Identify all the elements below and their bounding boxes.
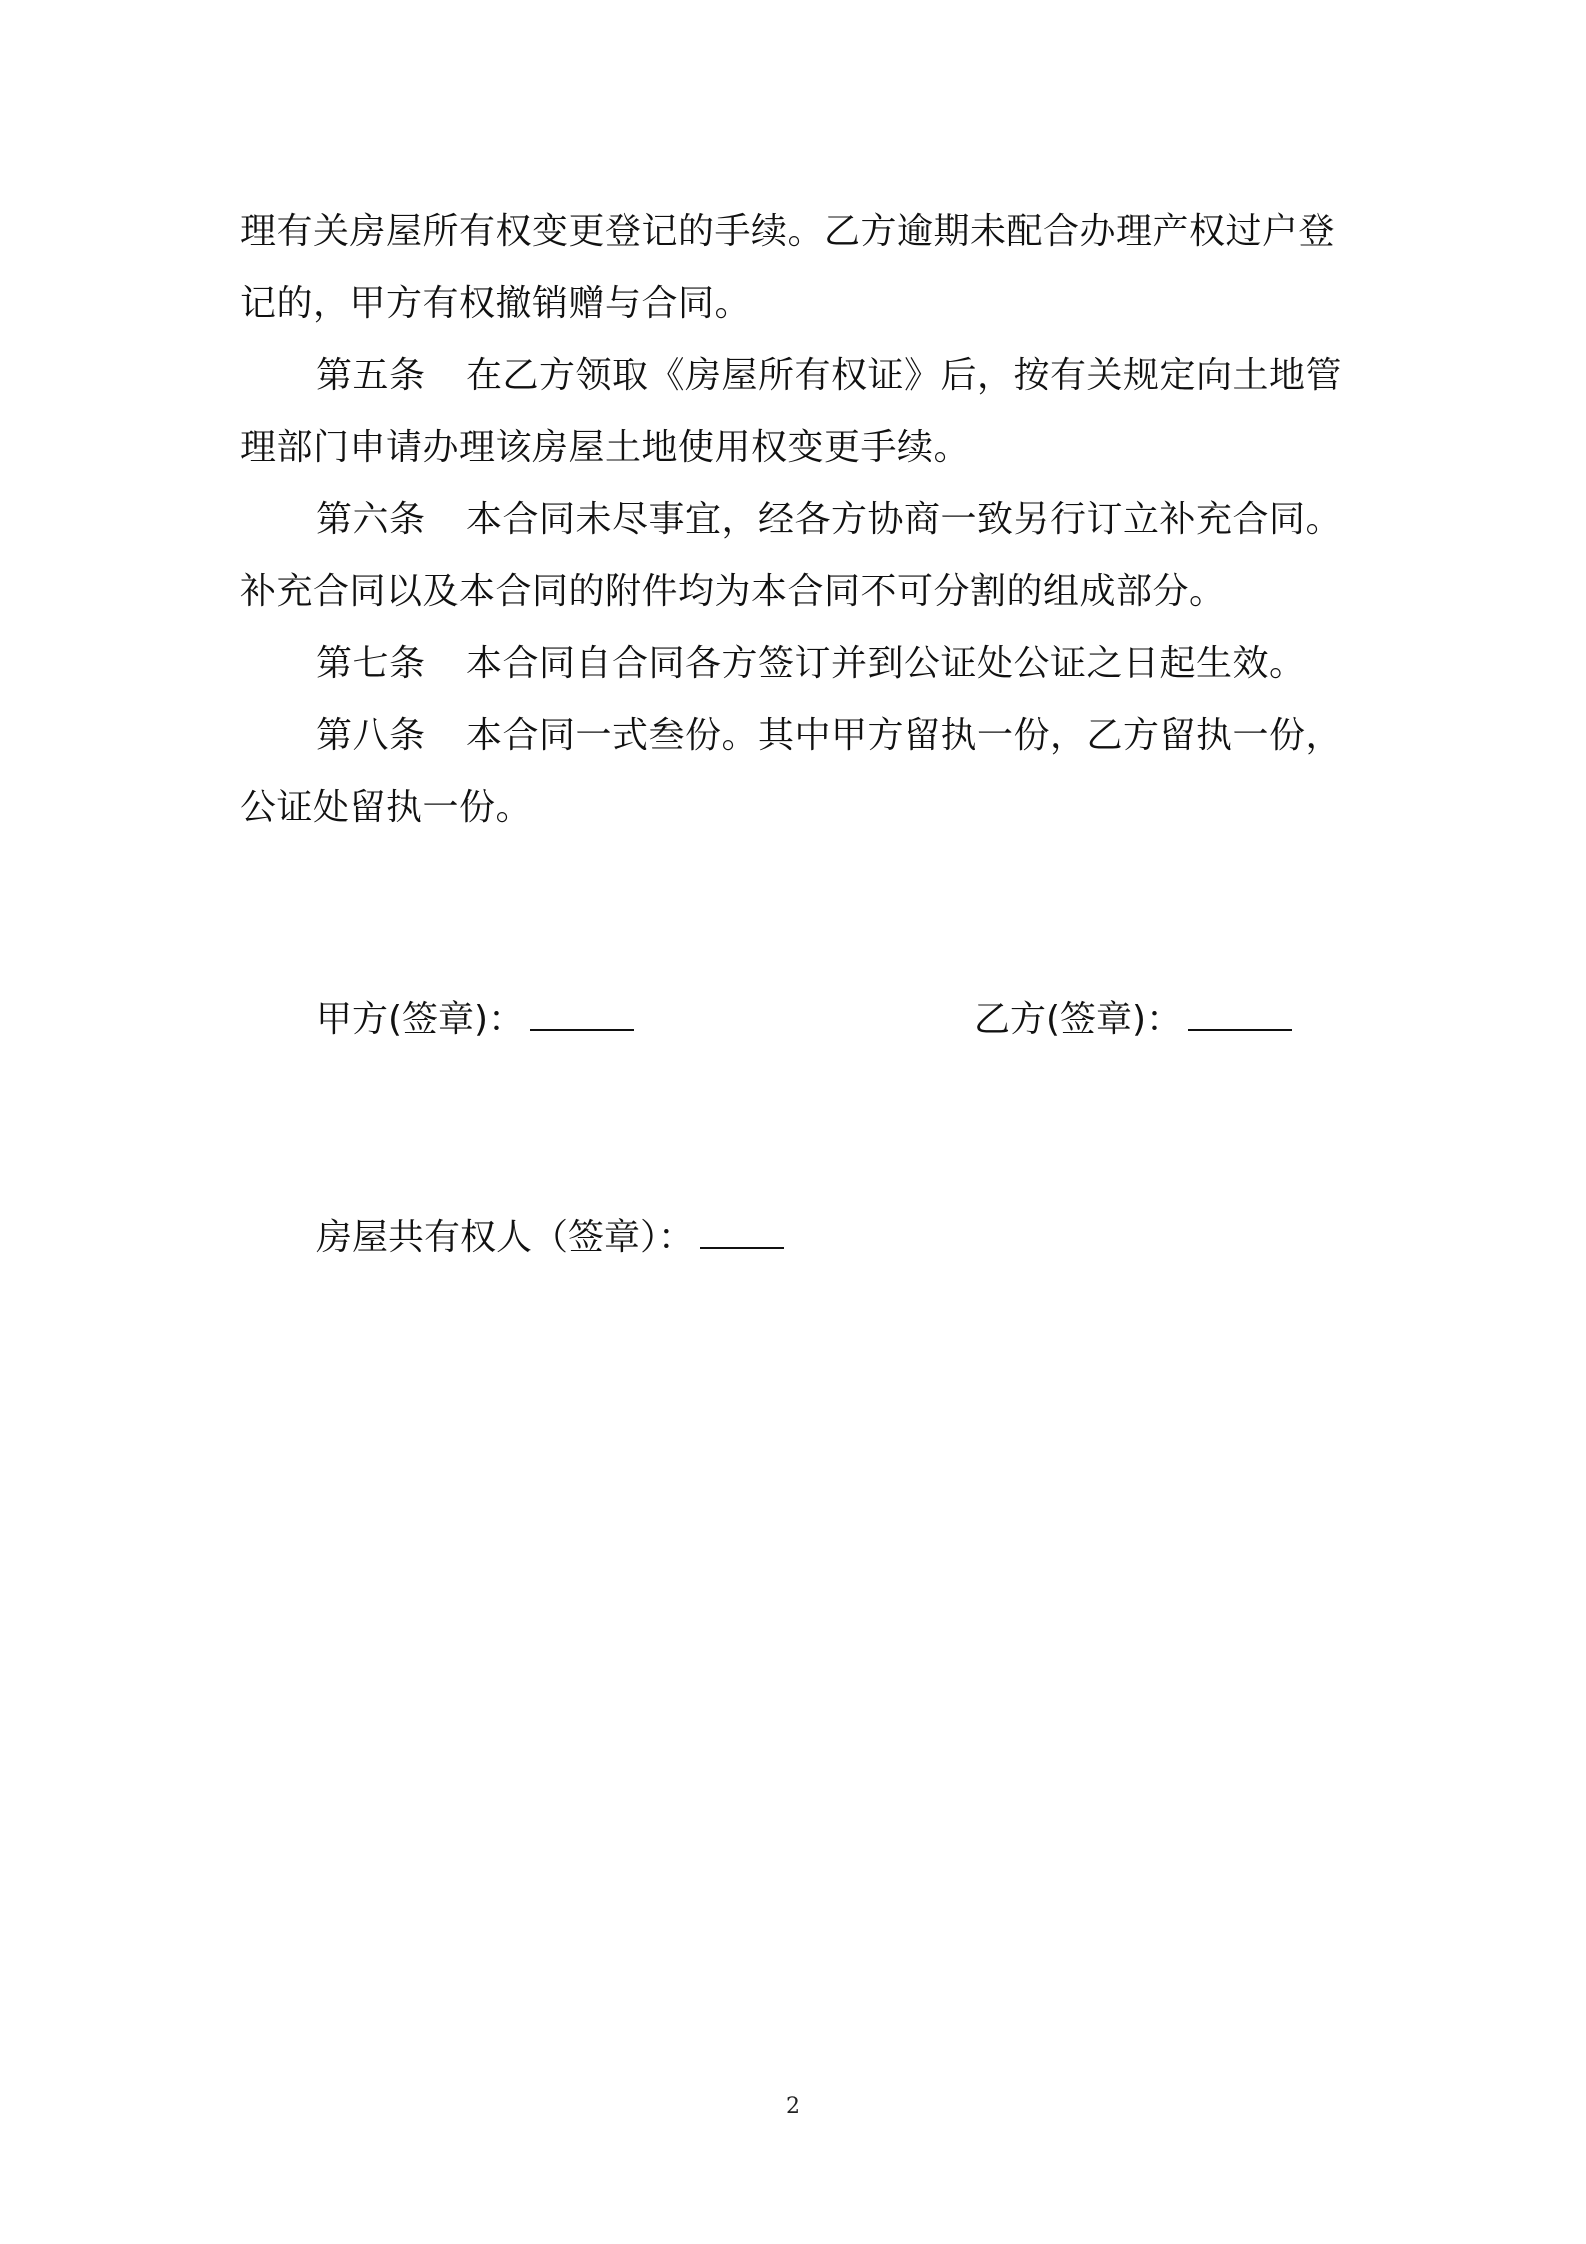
clause-8-line-1 <box>240 700 1358 772</box>
clause-5-line-1 <box>240 340 1358 412</box>
party-a-signature-blank[interactable] <box>530 999 634 1031</box>
party-b-signature-blank[interactable] <box>1188 999 1292 1031</box>
party-b-signature <box>974 996 1292 1044</box>
clause-8-heading: 第八条 <box>316 715 426 756</box>
co-owner-signature <box>316 1214 784 1262</box>
clause-8-line-2: 公证处留执一份。 <box>240 787 533 828</box>
clause-6-text-1: 本合同未尽事宜，经各方协商一致另行订立补充合同。 <box>466 499 1343 540</box>
page-number: 2 <box>786 2094 800 2119</box>
party-a-signature-label: 甲方(签章)： <box>316 999 525 1040</box>
clause-6-line-2: 补充合同以及本合同的附件均为本合同不可分割的组成部分。 <box>240 571 1226 612</box>
clause-8-text-1: 本合同一式叁份。其中甲方留执一份，乙方留执一份， <box>466 715 1343 756</box>
co-owner-signature-blank[interactable] <box>700 1217 784 1249</box>
clause-5-text-1: 在乙方领取《房屋所有权证》后，按有关规定向土地管 <box>466 355 1343 396</box>
clause-6-line-1 <box>240 484 1358 556</box>
contract-body <box>240 196 1358 844</box>
clause-5-line-2: 理部门申请办理该房屋土地使用权变更手续。 <box>240 427 971 468</box>
clause-7-heading: 第七条 <box>316 643 426 684</box>
clause-5-heading: 第五条 <box>316 355 426 396</box>
continued-paragraph-line-1: 理有关房屋所有权变更登记的手续。乙方逾期未配合办理产权过户登 <box>240 211 1336 252</box>
party-b-signature-label: 乙方(签章)： <box>974 999 1183 1040</box>
co-owner-signature-label: 房屋共有权人（签章）： <box>316 1217 695 1258</box>
continued-paragraph-line-2: 记的，甲方有权撤销赠与合同。 <box>240 283 752 324</box>
clause-6-heading: 第六条 <box>316 499 426 540</box>
party-a-signature <box>316 996 634 1044</box>
clause-7-line-1 <box>240 628 1358 700</box>
clause-7-text-1: 本合同自合同各方签订并到公证处公证之日起生效。 <box>466 643 1306 684</box>
